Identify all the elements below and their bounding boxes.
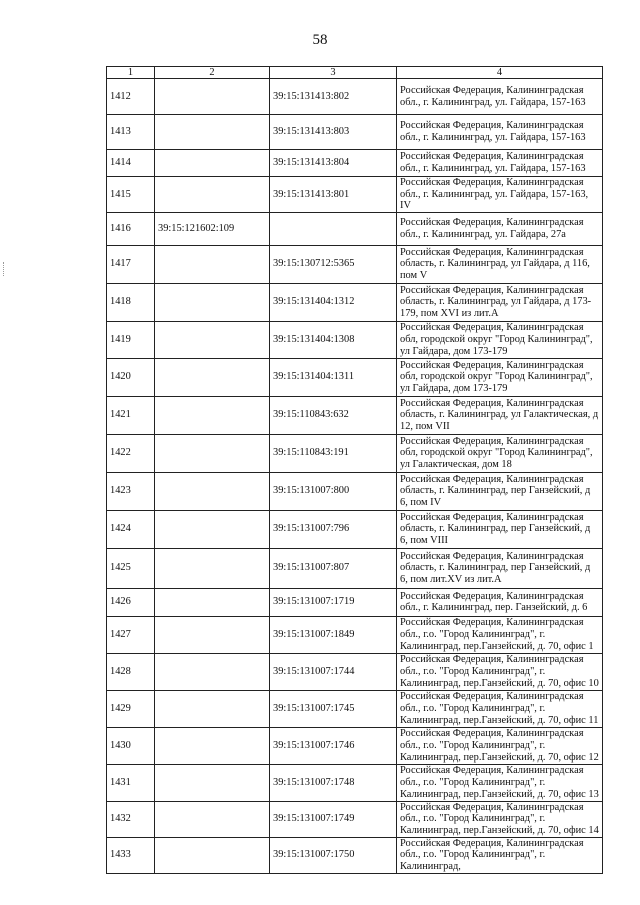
row-number: 1428 bbox=[107, 653, 155, 690]
cadastral-number-parcel bbox=[155, 616, 270, 653]
address-cell: Российская Федерация, Калининградская область, г. Калининград, пер Ганзейский, д 6, пом IV bbox=[397, 472, 603, 510]
address-cell: Российская Федерация, Калининградская обл., г.о. "Город Калининград", г. Калининград, пер.Ганзейский, д. 70, офис 1 bbox=[397, 616, 603, 653]
row-number: 1431 bbox=[107, 764, 155, 801]
cadastral-number-object: 39:15:131007:807 bbox=[270, 548, 397, 588]
cadastral-number-parcel bbox=[155, 245, 270, 283]
address-cell: Российская Федерация, Калининградская обл., г.о. "Город Калининград", г. Калининград, пер.Ганзейский, д. 70, офис 10 bbox=[397, 653, 603, 690]
address-cell: Российская Федерация, Калининградская обл., г. Калининград, ул. Гайдара, 157-163 bbox=[397, 79, 603, 115]
table-row bbox=[107, 79, 603, 115]
address-cell: Российская Федерация, Калининградская область, г. Калининград, ул Гайдара, д 116, пом V bbox=[397, 245, 603, 283]
cadastral-number-parcel bbox=[155, 588, 270, 616]
cadastral-number-parcel bbox=[155, 653, 270, 690]
cadastral-number-object: 39:15:131007:800 bbox=[270, 472, 397, 510]
cadastral-number-object: 39:15:131007:1745 bbox=[270, 690, 397, 727]
table-row bbox=[107, 653, 603, 690]
cadastral-number-parcel bbox=[155, 690, 270, 727]
row-number: 1433 bbox=[107, 837, 155, 873]
cadastral-number-parcel bbox=[155, 115, 270, 150]
row-number: 1418 bbox=[107, 283, 155, 321]
row-number: 1412 bbox=[107, 79, 155, 115]
table-row bbox=[107, 727, 603, 764]
cadastral-number-parcel bbox=[155, 472, 270, 510]
cadastral-number-parcel bbox=[155, 434, 270, 472]
left-margin-mark bbox=[3, 262, 8, 276]
cadastral-number-object: 39:15:110843:191 bbox=[270, 434, 397, 472]
row-number: 1432 bbox=[107, 801, 155, 837]
row-number: 1421 bbox=[107, 396, 155, 434]
header-col-3: 3 bbox=[270, 67, 397, 79]
table-body bbox=[107, 79, 603, 874]
table-row bbox=[107, 150, 603, 177]
cadastral-number-parcel bbox=[155, 764, 270, 801]
row-number: 1426 bbox=[107, 588, 155, 616]
cadastral-number-object: 39:15:131007:1746 bbox=[270, 727, 397, 764]
cadastral-number-object: 39:15:131413:803 bbox=[270, 115, 397, 150]
row-number: 1415 bbox=[107, 177, 155, 213]
header-col-1: 1 bbox=[107, 67, 155, 79]
table-row bbox=[107, 801, 603, 837]
row-number: 1422 bbox=[107, 434, 155, 472]
cadastral-number-parcel bbox=[155, 358, 270, 396]
row-number: 1429 bbox=[107, 690, 155, 727]
header-col-4: 4 bbox=[397, 67, 603, 79]
table-row bbox=[107, 837, 603, 873]
cadastral-number-object: 39:15:131413:801 bbox=[270, 177, 397, 213]
cadastral-number-object: 39:15:131404:1312 bbox=[270, 283, 397, 321]
cadastral-number-object: 39:15:131007:1749 bbox=[270, 801, 397, 837]
table-row bbox=[107, 472, 603, 510]
address-cell: Российская Федерация, Калининградская обл., г. Калининград, ул. Гайдара, 157-163 bbox=[397, 150, 603, 177]
table-row bbox=[107, 177, 603, 213]
cadastral-number-object: 39:15:131007:796 bbox=[270, 510, 397, 548]
cadastral-number-parcel bbox=[155, 283, 270, 321]
row-number: 1425 bbox=[107, 548, 155, 588]
row-number: 1423 bbox=[107, 472, 155, 510]
cadastral-number-parcel bbox=[155, 177, 270, 213]
cadastral-number-parcel bbox=[155, 79, 270, 115]
cadastral-number-object: 39:15:131404:1311 bbox=[270, 358, 397, 396]
row-number: 1417 bbox=[107, 245, 155, 283]
cadastral-number-parcel bbox=[155, 837, 270, 873]
address-cell: Российская Федерация, Калининградская обл, городской округ "Город Калининград", ул Галактическая, дом 18 bbox=[397, 434, 603, 472]
address-cell: Российская Федерация, Калининградская обл., г.о. "Город Калининград", г. Калининград, пер.Ганзейский, д. 70, офис 12 bbox=[397, 727, 603, 764]
address-cell: Российская Федерация, Калининградская область, г. Калининград, пер Ганзейский, д 6, пом лит.XV из лит.А bbox=[397, 548, 603, 588]
cadastral-number-object: 39:15:131007:1750 bbox=[270, 837, 397, 873]
table-row bbox=[107, 358, 603, 396]
table-row bbox=[107, 283, 603, 321]
table-row bbox=[107, 321, 603, 358]
cadastral-number-parcel bbox=[155, 321, 270, 358]
table-row bbox=[107, 548, 603, 588]
address-cell: Российская Федерация, Калининградская обл, городской округ "Город Калининград", ул Гайдара, дом 173-179 bbox=[397, 358, 603, 396]
table-row bbox=[107, 690, 603, 727]
table-row bbox=[107, 245, 603, 283]
table-row bbox=[107, 616, 603, 653]
cadastral-number-object: 39:15:110843:632 bbox=[270, 396, 397, 434]
cadastral-number-object bbox=[270, 212, 397, 245]
address-cell: Российская Федерация, Калининградская обл., г. Калининград, ул. Гайдара, 27а bbox=[397, 212, 603, 245]
address-cell: Российская Федерация, Калининградская обл., г. Калининград, ул. Гайдара, 157-163, IV bbox=[397, 177, 603, 213]
address-cell: Российская Федерация, Калининградская обл., г.о. "Город Калининград", г. Калининград, пер.Ганзейский, д. 70, офис 11 bbox=[397, 690, 603, 727]
address-cell: Российская Федерация, Калининградская обл., г. Калининград, ул. Гайдара, 157-163 bbox=[397, 115, 603, 150]
row-number: 1416 bbox=[107, 212, 155, 245]
cadastral-number-object: 39:15:131007:1719 bbox=[270, 588, 397, 616]
table-row bbox=[107, 510, 603, 548]
cadastral-number-parcel bbox=[155, 548, 270, 588]
cadastral-number-object: 39:15:131413:802 bbox=[270, 79, 397, 115]
address-cell: Российская Федерация, Калининградская обл., г.о. "Город Калининград", г. Калининград, пер.Ганзейский, д. 70, офис 14 bbox=[397, 801, 603, 837]
cadastral-number-parcel: 39:15:121602:109 bbox=[155, 212, 270, 245]
cadastral-number-object: 39:15:131404:1308 bbox=[270, 321, 397, 358]
row-number: 1413 bbox=[107, 115, 155, 150]
row-number: 1424 bbox=[107, 510, 155, 548]
address-cell: Российская Федерация, Калининградская область, г. Калининград, пер Ганзейский, д 6, пом VIII bbox=[397, 510, 603, 548]
row-number: 1419 bbox=[107, 321, 155, 358]
address-cell: Российская Федерация, Калининградская область, г. Калининград, ул Гайдара, д 173-179, пом XVI из лит.А bbox=[397, 283, 603, 321]
row-number: 1420 bbox=[107, 358, 155, 396]
row-number: 1427 bbox=[107, 616, 155, 653]
address-cell: Российская Федерация, Калининградская обл, городской округ "Город Калининград", ул Гайдара, дом 173-179 bbox=[397, 321, 603, 358]
table-row bbox=[107, 212, 603, 245]
header-row bbox=[107, 67, 603, 79]
registry-table bbox=[106, 66, 603, 874]
header-col-2: 2 bbox=[155, 67, 270, 79]
cadastral-number-object: 39:15:131007:1748 bbox=[270, 764, 397, 801]
cadastral-number-object: 39:15:131007:1744 bbox=[270, 653, 397, 690]
cadastral-number-parcel bbox=[155, 396, 270, 434]
table-row bbox=[107, 434, 603, 472]
cadastral-number-object: 39:15:131413:804 bbox=[270, 150, 397, 177]
row-number: 1414 bbox=[107, 150, 155, 177]
cadastral-number-parcel bbox=[155, 801, 270, 837]
page-number: 58 bbox=[312, 32, 328, 48]
address-cell: Российская Федерация, Калининградская обл., г. Калининград, пер. Ганзейский, д. 6 bbox=[397, 588, 603, 616]
address-cell: Российская Федерация, Калининградская обл., г.о. "Город Калининград", г. Калининград, bbox=[397, 837, 603, 873]
table-row bbox=[107, 396, 603, 434]
table-row bbox=[107, 588, 603, 616]
address-cell: Российская Федерация, Калининградская область, г. Калининград, ул Галактическая, д 12, пом VII bbox=[397, 396, 603, 434]
address-cell: Российская Федерация, Калининградская обл., г.о. "Город Калининград", г. Калининград, пер.Ганзейский, д. 70, офис 13 bbox=[397, 764, 603, 801]
cadastral-number-parcel bbox=[155, 510, 270, 548]
cadastral-number-object: 39:15:131007:1849 bbox=[270, 616, 397, 653]
table-row bbox=[107, 764, 603, 801]
cadastral-number-parcel bbox=[155, 150, 270, 177]
cadastral-number-object: 39:15:130712:5365 bbox=[270, 245, 397, 283]
cadastral-number-parcel bbox=[155, 727, 270, 764]
table-row bbox=[107, 115, 603, 150]
row-number: 1430 bbox=[107, 727, 155, 764]
